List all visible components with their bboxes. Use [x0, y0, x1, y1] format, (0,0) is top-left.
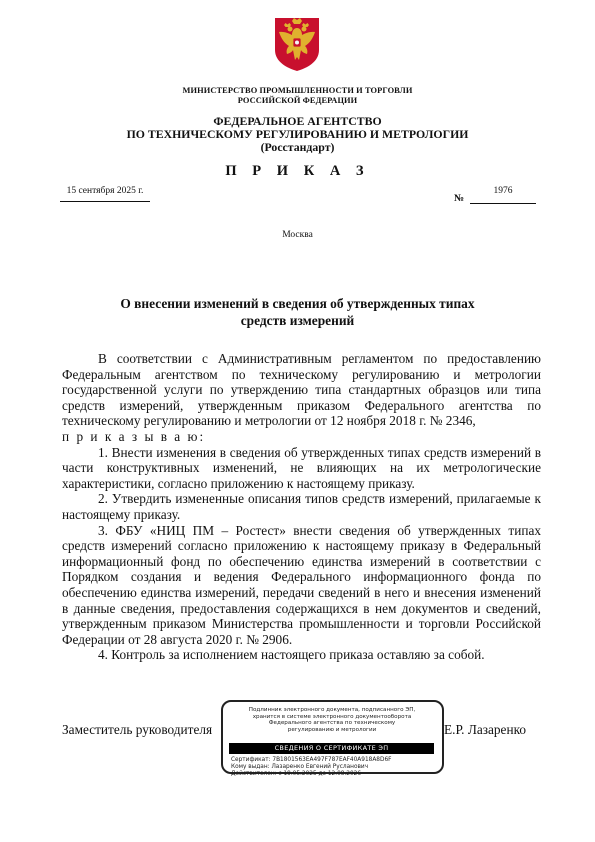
intro-paragraph	[62, 351, 541, 445]
stamp-line-2: хранится в системе электронного документооборота	[252, 713, 412, 720]
agency-line-2: ПО ТЕХНИЧЕСКОМУ РЕГУЛИРОВАНИЮ И МЕТРОЛОГИИ	[126, 127, 469, 141]
agency-line-1: ФЕДЕРАЛЬНОЕ АГЕНТСТВО	[213, 114, 382, 128]
certificate-holder: Кому выдан: Лазаренко Евгений Русланович	[231, 764, 369, 770]
order-date: 15 сентября 2025 г.	[66, 186, 144, 196]
item-4: 4. Контроль за исполнением настоящего приказа оставляю за собой.	[98, 647, 485, 663]
electronic-signature-stamp	[221, 700, 444, 777]
stamp-notice	[229, 707, 435, 733]
signer-name: Е.Р. Лазаренко	[444, 722, 527, 737]
document-type: П Р И К А З	[225, 163, 370, 179]
number-sign: №	[454, 193, 465, 204]
stamp-line-1: Подлинник электронного документа, подписанного ЭП,	[248, 707, 416, 713]
order-word: п р и к а з ы в а ю:	[62, 428, 206, 444]
item-2: 2. Утвердить измененные описания типов средств измерений, прилагаемые к настоящему приказу.	[62, 491, 541, 522]
agency-name	[0, 115, 595, 154]
item-3: 3. ФБУ «НИЦ ПМ – Ростест» внести сведения об утвержденных типах средств измерений согласно приложению к настоящему приказу в Федеральный информационный фонд по обеспечению единства измерений в соответствии с Порядком создания и ведения Федерального информационного фонда по обеспечению единства измерений, передачи сведений в него и внесения изменений в данные сведения, предоставления содержащихся в нем документов и сведений, утвержденным приказом Министерства промышленности и торговли Российской Федерации от 28 августа 2020 г. № 2906.	[62, 522, 541, 647]
document-body	[62, 351, 541, 663]
intro-text: В соответствии с Административным регламентом по предоставлению Федеральным агентством по техническому регулированию и метрологии государственной услуги по утверждению типа стандартных образцов или типа средств измерений, утвержденным приказом Федерального агентства по техническому регулированию и метрологии от 12 ноября 2018 г. № 2346,	[62, 351, 541, 429]
city: Москва	[282, 230, 313, 240]
certificate-validity: Действителен: с 19.05.2025 до 12.08.2026	[231, 771, 362, 777]
stamp-line-4: регулированию и метрологии	[287, 726, 377, 733]
stamp-line-3: Федерального агентства по техническому	[268, 720, 396, 726]
order-number: 1976	[493, 186, 513, 196]
agency-line-3: (Росстандарт)	[260, 140, 335, 154]
signer-position: Заместитель руководителя	[62, 722, 213, 737]
certificate-id: Сертификат: 7B1801563EA497F787EAF40A918A8D6F	[231, 757, 392, 763]
document-title	[100, 295, 495, 329]
item-1: 1. Внести изменения в сведения об утвержденных типах средств измерений в части конструктивных изменений, не влияющих на их метрологические характеристики, согласно приложению к настоящему приказу.	[62, 444, 541, 491]
coat-of-arms-icon	[273, 16, 321, 72]
certificate-info-bar: СВЕДЕНИЯ О СЕРТИФИКАТЕ ЭП	[229, 743, 434, 754]
date-underline	[60, 201, 150, 202]
ministry-line-2: РОССИЙСКОЙ ФЕДЕРАЦИИ	[237, 96, 358, 105]
title-line-2: средств измерений	[240, 313, 355, 328]
title-line-1: О внесении изменений в сведения об утвержденных типах	[120, 296, 475, 311]
number-underline	[470, 203, 536, 204]
ministry-line-1: МИНИСТЕРСТВО ПРОМЫШЛЕННОСТИ И ТОРГОВЛИ	[182, 86, 413, 95]
ministry-name	[0, 86, 595, 106]
